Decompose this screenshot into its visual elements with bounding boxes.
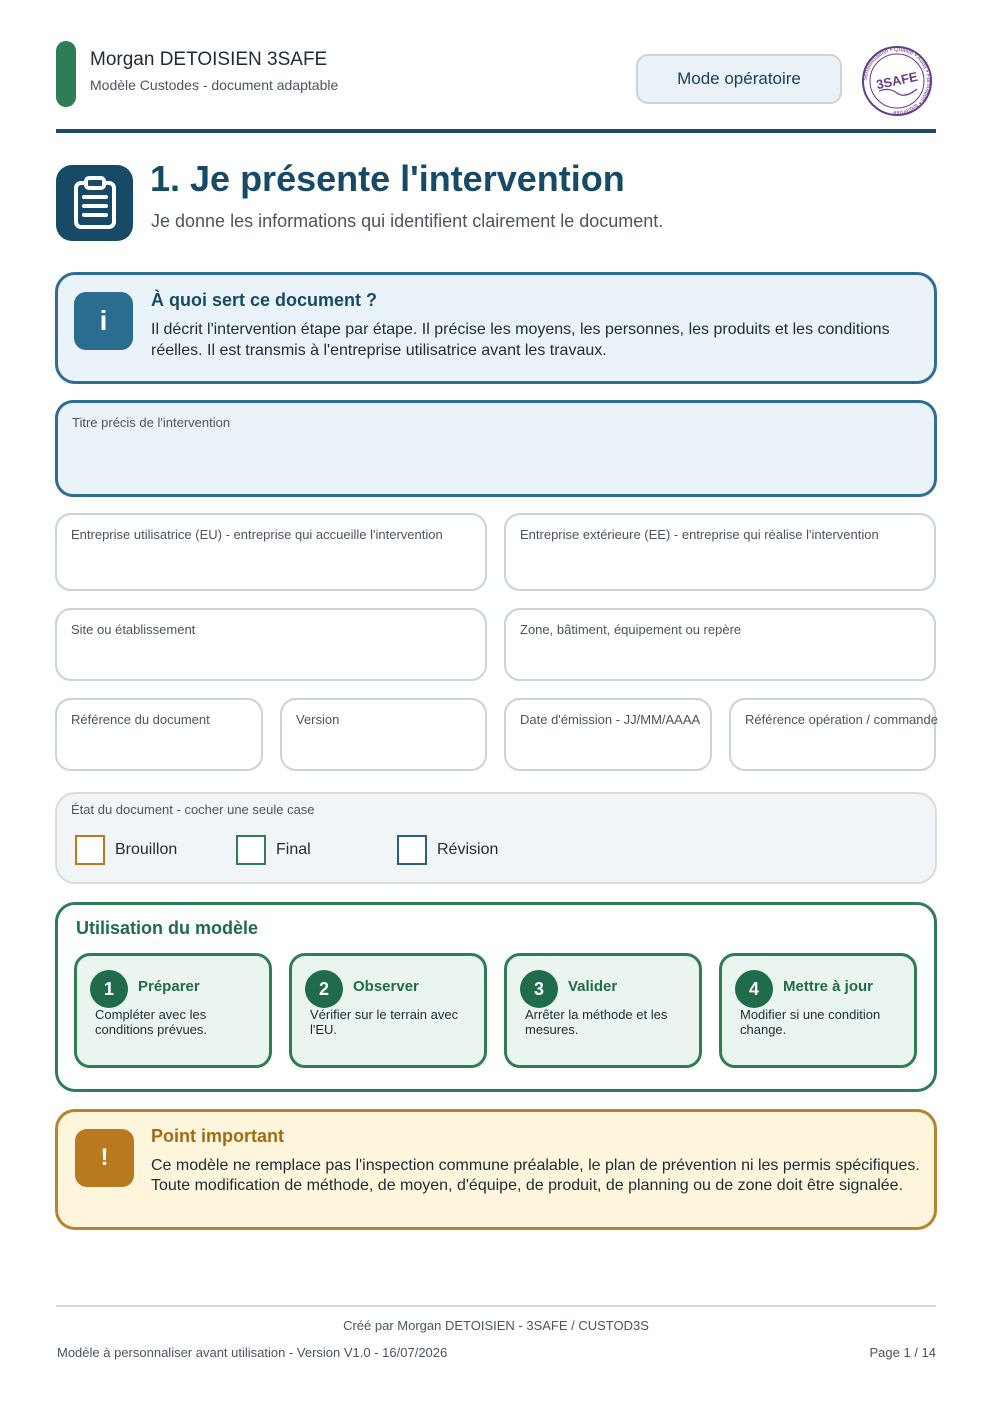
header-divider: [56, 129, 936, 133]
checkbox-brouillon-label: Brouillon: [115, 841, 178, 858]
step-text: Arrêter la méthode et les mesures.: [525, 1007, 668, 1037]
date-input[interactable]: [518, 733, 698, 759]
titre-intervention-field[interactable]: [55, 400, 937, 497]
warning-icon: !: [75, 1129, 134, 1187]
step-card: [719, 953, 917, 1068]
step-number: 2: [305, 970, 343, 1008]
step-title: Valider: [568, 978, 618, 995]
warning-text: Ce modèle ne remplace pas l'inspection commune préalable, le plan de prévention ni les permis spécifiques. Toute modification de méthode, de moyen, d'équipe, de produit, de planning ou de zone doit être signalée.: [151, 1157, 920, 1194]
site-label: Site ou établissement: [71, 622, 196, 637]
status-label: État du document - cocher une seule case: [71, 802, 315, 817]
info-icon: i: [74, 292, 133, 350]
step-text: Modifier si une condition change.: [740, 1007, 881, 1037]
ref-operation-label: Référence opération / commande: [745, 712, 938, 727]
footer-version: Modèle à personnaliser avant utilisation - Version V1.0 - 16/07/2026: [57, 1345, 448, 1360]
version-field[interactable]: [280, 698, 487, 771]
date-label: Date d'émission - JJ/MM/AAAA: [520, 712, 701, 727]
header-subtitle: Modèle Custodes - document adaptable: [90, 77, 339, 93]
header-accent-bar: [56, 41, 76, 107]
clipboard-icon: [56, 165, 133, 241]
checkbox-revision-label: Révision: [437, 841, 499, 858]
reference-input[interactable]: [69, 733, 249, 759]
step-title: Mettre à jour: [783, 978, 874, 995]
step-card: [289, 953, 487, 1068]
checkbox-final-label: Final: [276, 841, 311, 858]
info-text: Il décrit l'intervention étape par étape. Il précise les moyens, les personnes, les produits et les conditions réelles. Il est transmis à l'entreprise utilisatrice avant les travaux.: [151, 321, 890, 359]
checkbox-final[interactable]: [236, 835, 266, 865]
footer-credit: Créé par Morgan DETOISIEN - 3SAFE / CUSTOD3S: [343, 1318, 649, 1333]
warning-title: Point important: [151, 1126, 284, 1146]
step-title: Préparer: [138, 978, 200, 995]
zone-field[interactable]: [504, 608, 936, 681]
titre-intervention-label: Titre précis de l'intervention: [72, 415, 231, 430]
checkbox-revision[interactable]: [397, 835, 427, 865]
footer-divider: [56, 1305, 936, 1307]
svg-text:3SAFE: 3SAFE: [874, 68, 919, 93]
step-text: Compléter avec les conditions prévues.: [95, 1007, 208, 1037]
eu-label: Entreprise utilisatrice (EU) - entreprise qui accueille l'intervention: [71, 527, 443, 542]
step-number: 4: [735, 970, 773, 1008]
svg-text:Sensibilisation • Qualité • Au: Sensibilisation • Qualité • Audit • Formation • Expertise: [862, 46, 932, 116]
page-number: Page 1 / 14: [869, 1345, 936, 1360]
version-input[interactable]: [294, 733, 473, 759]
step-card: [74, 953, 272, 1068]
zone-input[interactable]: [518, 643, 922, 669]
ref-operation-input[interactable]: [743, 733, 922, 759]
reference-label: Référence du document: [71, 712, 210, 727]
info-title: À quoi sert ce document ?: [151, 290, 378, 310]
eu-input[interactable]: [69, 553, 473, 579]
eu-field[interactable]: [55, 513, 487, 591]
page-subtitle: Je donne les informations qui identifient clairement le document.: [151, 211, 664, 231]
reference-field[interactable]: [55, 698, 263, 771]
mode-operatoire-button[interactable]: Mode opératoire: [636, 54, 842, 104]
step-number: 3: [520, 970, 558, 1008]
usage-title: Utilisation du modèle: [76, 918, 259, 938]
version-label: Version: [296, 712, 340, 727]
ee-input[interactable]: [518, 553, 922, 579]
ref-operation-field[interactable]: [729, 698, 936, 771]
step-title: Observer: [353, 978, 419, 995]
site-field[interactable]: [55, 608, 487, 681]
checkbox-brouillon[interactable]: [75, 835, 105, 865]
step-number: 1: [90, 970, 128, 1008]
seal-logo-icon: [859, 45, 935, 117]
step-card: [504, 953, 702, 1068]
page-title: 1. Je présente l'intervention: [150, 158, 625, 199]
date-field[interactable]: [504, 698, 712, 771]
ee-label: Entreprise extérieure (EE) - entreprise qui réalise l'intervention: [520, 527, 879, 542]
step-text: Vérifier sur le terrain avec l'EU.: [310, 1007, 459, 1037]
ee-field[interactable]: [504, 513, 936, 591]
header-author: Morgan DETOISIEN 3SAFE: [90, 49, 328, 70]
titre-intervention-input[interactable]: [70, 458, 922, 484]
zone-label: Zone, bâtiment, équipement ou repère: [520, 622, 742, 637]
site-input[interactable]: [69, 643, 473, 669]
